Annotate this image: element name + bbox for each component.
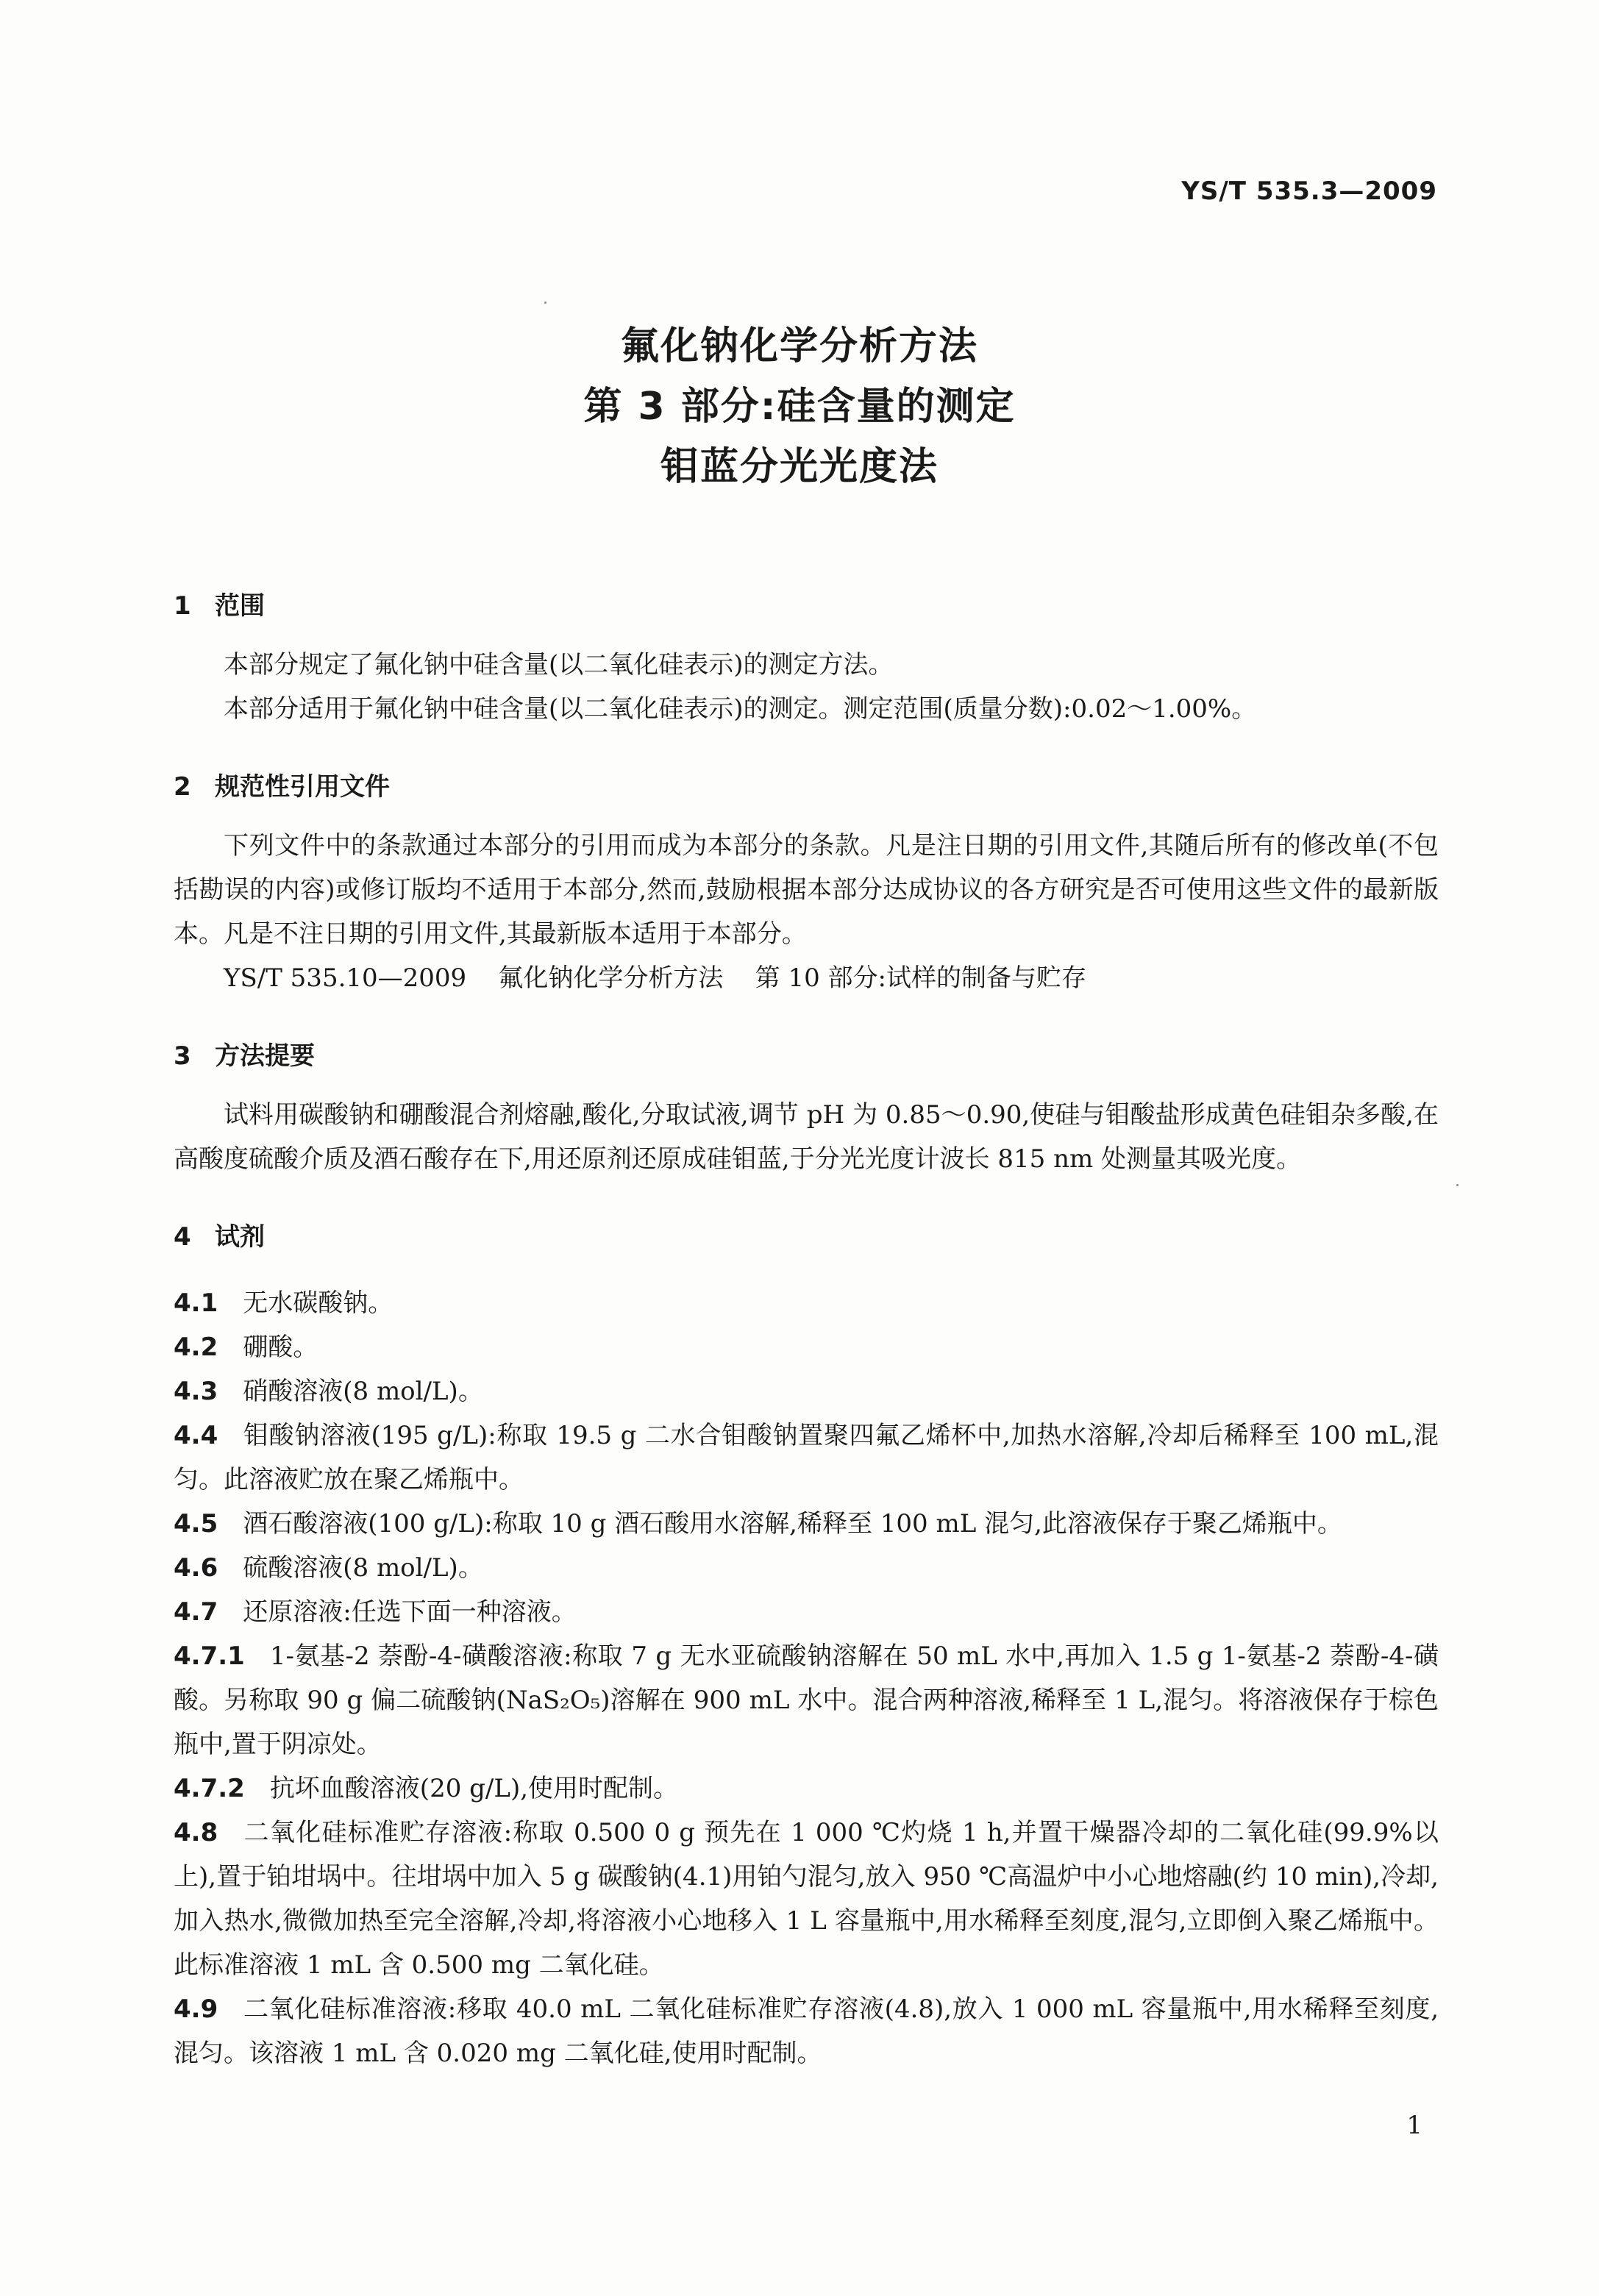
section-number: 3 — [174, 1041, 191, 1071]
section-title: 范围 — [215, 591, 265, 621]
title-line-1: 氟化钠化学分析方法 — [620, 324, 978, 368]
section-3-paragraph: 试料用碳酸钠和硼酸混合剂熔融,酸化,分取试液,调节 pH 为 0.85～0.90,使硅与钼酸盐形成黄色硅钼杂多酸,在高酸度硫酸介质及酒石酸存在下,用还原剂还原成硅钼蓝,于分光光度计波长 815 nm 处测量其吸光度。 — [174, 1100, 1439, 1174]
item-text: 无水碳酸钠。 — [243, 1288, 393, 1318]
section-1-paragraph-1: 本部分规定了氟化钠中硅含量(以二氧化硅表示)的测定方法。 — [224, 650, 894, 680]
item-number: 4.4 — [174, 1421, 218, 1450]
item-number: 4.6 — [174, 1553, 218, 1583]
section-title: 规范性引用文件 — [215, 772, 390, 802]
item-number: 4.7 — [174, 1597, 218, 1627]
page-number: 1 — [1406, 2111, 1422, 2140]
section-number: 4 — [174, 1222, 191, 1252]
section-2-paragraph: 下列文件中的条款通过本部分的引用而成为本部分的条款。凡是注日期的引用文件,其随后所有的修改单(不包括勘误的内容)或修订版均不适用于本部分,然而,鼓励根据本部分达成协议的各方研究是否可使用这些文件的最新版本。凡是不注日期的引用文件,其最新版本适用于本部分。 — [174, 831, 1439, 949]
item-text: 硫酸溶液(8 mol/L)。 — [243, 1553, 483, 1583]
item-number: 4.7.2 — [174, 1774, 245, 1803]
item-number: 4.9 — [174, 1994, 218, 2024]
item-text: 硼酸。 — [243, 1333, 318, 1362]
section-title: 方法提要 — [215, 1041, 315, 1071]
item-text: 酒石酸溶液(100 g/L):称取 10 g 酒石酸用水溶解,稀释至 100 mL 混匀,此溶液保存于聚乙烯瓶中。 — [243, 1509, 1342, 1539]
section-1-paragraph-2: 本部分适用于氟化钠中硅含量(以二氧化硅表示)的测定。测定范围(质量分数):0.02～1.00%。 — [224, 694, 1257, 724]
section-3-heading — [174, 1034, 1439, 1078]
scan-speck — [544, 302, 546, 304]
item-text: 1-氨基-2 萘酚-4-磺酸溶液:称取 7 g 无水亚硫酸钠溶解在 50 mL 水中,再加入 1.5 g 1-氨基-2 萘酚-4-磺酸。另称取 90 g 偏二硫酸钠(NaS₂O₅)溶解在 900 mL 水中。混合两种溶液,稀释至 1 L,混匀。将溶液保存于棕色瓶中,置于阴凉处。 — [174, 1641, 1439, 1759]
title-line-2: 第 3 部分:硅含量的测定 — [583, 385, 1016, 429]
reagent-item — [174, 1590, 1439, 1634]
document-title — [0, 316, 1599, 497]
section-2-heading — [174, 765, 1439, 809]
section-4-heading — [174, 1215, 1439, 1259]
item-text: 二氧化硅标准溶液:移取 40.0 mL 二氧化硅标准贮存溶液(4.8),放入 1 000 mL 容量瓶中,用水稀释至刻度,混匀。该溶液 1 mL 含 0.020 mg 二氧化硅,使用时配制。 — [174, 1994, 1439, 2068]
section-1-heading — [174, 584, 1439, 628]
item-number: 4.2 — [174, 1333, 218, 1362]
item-number: 4.5 — [174, 1509, 218, 1539]
reagent-item — [174, 1546, 1439, 1590]
item-text: 硝酸溶液(8 mol/L)。 — [243, 1377, 483, 1406]
item-text: 二氧化硅标准贮存溶液:称取 0.500 0 g 预先在 1 000 ℃灼烧 1 h,并置干燥器冷却的二氧化硅(99.9%以上),置于铂坩埚中。往坩埚中加入 5 g 碳酸钠(4.1)用铂勺混匀,放入 950 ℃高温炉中小心地熔融(约 10 min),冷却,加入热水,微微加热至完全溶解,冷却,将溶液小心地移入 1 L 容量瓶中,用水稀释至刻度,混匀,立即倒入聚乙烯瓶中。此标准溶液 1 mL 含 0.500 mg 二氧化硅。 — [174, 1818, 1439, 1980]
reagent-item — [174, 1987, 1439, 2075]
reagent-item — [174, 1811, 1439, 1987]
scan-speck — [1456, 1184, 1459, 1186]
section-number: 2 — [174, 772, 191, 802]
item-number: 4.7.1 — [174, 1641, 245, 1671]
document-body — [174, 566, 1439, 2075]
standard-number: YS/T 535.3—2009 — [1181, 177, 1437, 206]
section-number: 1 — [174, 591, 191, 621]
item-text: 抗坏血酸溶液(20 g/L),使用时配制。 — [269, 1774, 679, 1803]
section-title: 试剂 — [215, 1222, 265, 1252]
item-number: 4.3 — [174, 1377, 218, 1406]
reagent-item — [174, 1281, 1439, 1325]
title-line-3: 钼蓝分光光度法 — [660, 445, 939, 489]
normative-reference: YS/T 535.10—2009 氟化钠化学分析方法 第 10 部分:试样的制备与贮存 — [224, 963, 1086, 993]
reagent-item — [174, 1766, 1439, 1811]
reagent-item — [174, 1369, 1439, 1413]
reagent-item — [174, 1325, 1439, 1369]
item-text: 钼酸钠溶液(195 g/L):称取 19.5 g 二水合钼酸钠置聚四氟乙烯杯中,加热水溶解,冷却后稀释至 100 mL,混匀。此溶液贮放在聚乙烯瓶中。 — [174, 1421, 1439, 1494]
item-text: 还原溶液:任选下面一种溶液。 — [243, 1597, 577, 1627]
item-number: 4.8 — [174, 1818, 218, 1847]
reagent-item — [174, 1413, 1439, 1502]
reagent-item — [174, 1502, 1439, 1546]
item-number: 4.1 — [174, 1288, 218, 1318]
reagent-item — [174, 1634, 1439, 1766]
